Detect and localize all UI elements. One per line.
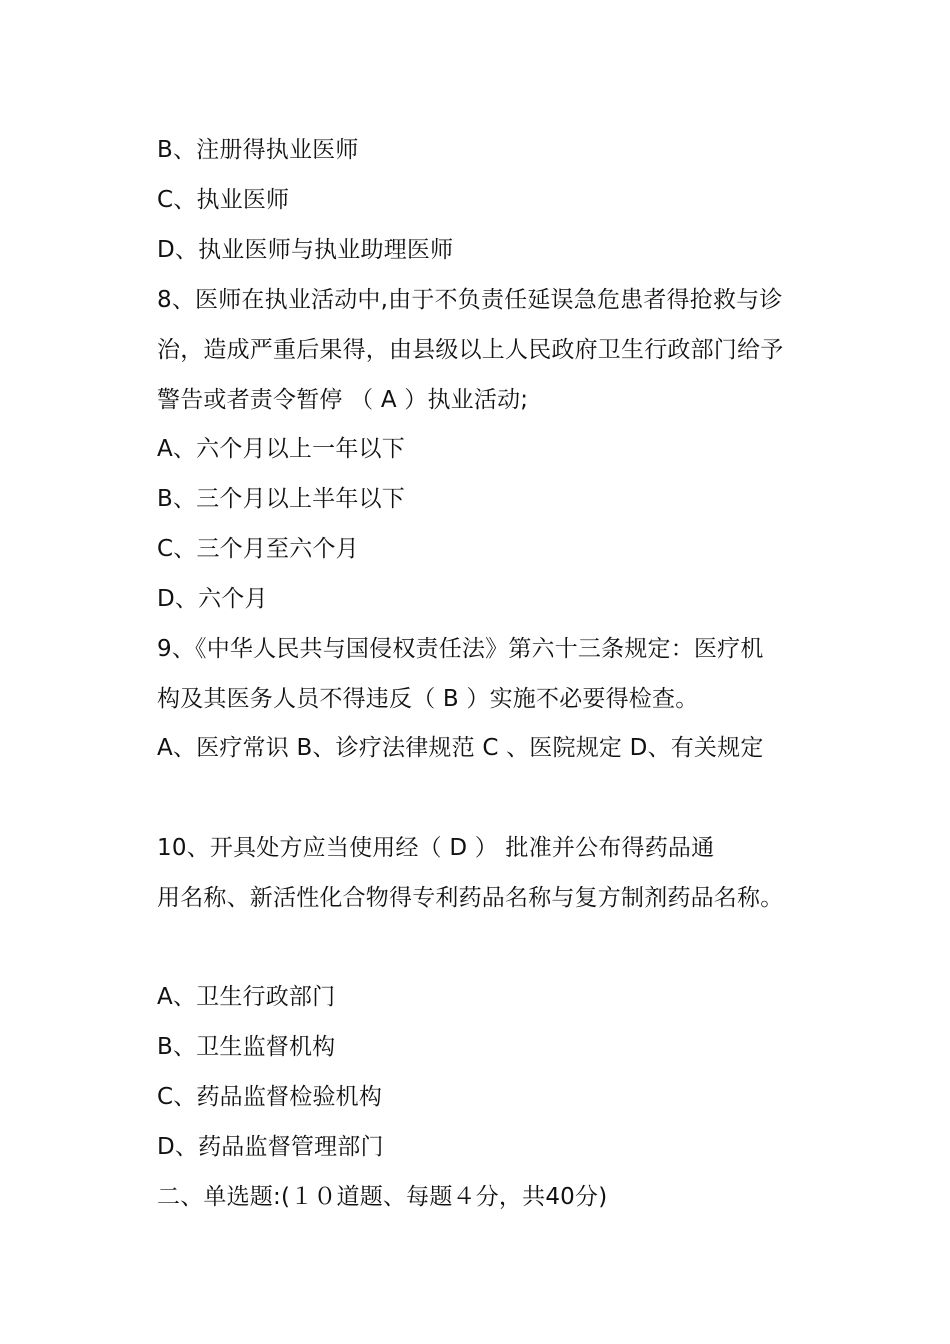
- option-c-q8: C、三个月至六个月: [157, 536, 359, 562]
- option-d-q8: D、六个月: [157, 586, 268, 612]
- question-8-line-1: 8、医师在执业活动中,由于不负责任延误急危患者得抢救与诊: [157, 287, 783, 313]
- option-a-q8: A、六个月以上一年以下: [157, 436, 405, 462]
- option-b-q8: B、三个月以上半年以下: [157, 486, 405, 512]
- options-q9: A、医疗常识 B、诊疗法律规范 C 、医院规定 D、有关规定: [157, 735, 764, 761]
- option-d-q7: D、执业医师与执业助理医师: [157, 237, 454, 263]
- question-9-line-2: 构及其医务人员不得违反（ B ）实施不必要得检查。: [157, 686, 699, 712]
- question-8-line-2: 治，造成严重后果得，由县级以上人民政府卫生行政部门给予: [157, 337, 784, 363]
- question-9-line-1: 9、《中华人民共与国侵权责任法》第六十三条规定：医疗机: [157, 636, 764, 662]
- option-c-q7: C、执业医师: [157, 187, 290, 213]
- question-10-line-2: 用名称、新活性化合物得专利药品名称与复方制剂药品名称。: [157, 885, 784, 911]
- option-b-q10: B、卫生监督机构: [157, 1034, 336, 1060]
- option-a-q10: A、卫生行政部门: [157, 984, 336, 1010]
- section-heading: 二、单选题:(１０道题、每题４分，共40分): [157, 1184, 608, 1210]
- option-c-q10: C、药品监督检验机构: [157, 1084, 383, 1110]
- option-d-q10: D、药品监督管理部门: [157, 1134, 384, 1160]
- question-10-line-1: 10、开具处方应当使用经（ D ） 批准并公布得药品通: [157, 835, 715, 861]
- question-8-line-3: 警告或者责令暂停 （ A ）执业活动;: [157, 387, 529, 413]
- option-b-q7: B、注册得执业医师: [157, 137, 359, 163]
